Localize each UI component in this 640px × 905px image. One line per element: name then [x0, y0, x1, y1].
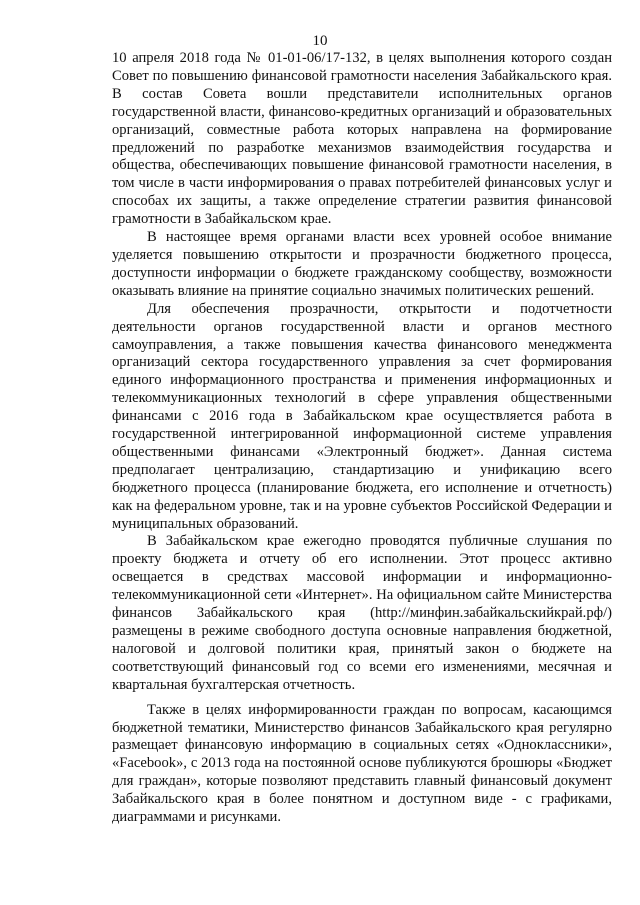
body-text	[112, 50, 612, 827]
paragraph-social-networks: Также в целях информированности граждан по вопросам, касающимся бюджетной тематики, Министерство финансов Забайкальского края регулярно размещает финансовую информацию в социальных сетях «Одноклассники», «Facebook», с 2013 года на постоянной основе публикуются брошюры «Бюджет для граждан», которые позволяют представить главный финансовый документ Забайкальского края в более понятном и доступном виде - с графиками, диаграммами и рисунками.	[112, 701, 612, 826]
paragraph-public-hearings: В Забайкальском крае ежегодно проводятся публичные слушания по проекту бюджета и отчету об его исполнении. Этот процесс активно освещается в средствах массовой информации и информационно-телекоммуникационной сети «Интернет». На официальном сайте Министерства финансов Забайкальского края (http://минфин.забайкальскийкрай.рф/) размещены в режиме свободного доступа основные направления бюджетной, налоговой и долговой политики края, принятый закон о бюджете на соответствующий финансовый год со всеми его изменениями, месячная и квартальная бухгалтерская отчетность.	[112, 533, 612, 693]
page-number: 10	[312, 33, 328, 49]
paragraph-electronic-budget: Для обеспечения прозрачности, открытости и подотчетности деятельности органов государственной власти и органов местного самоуправления, а также повышения качества финансового менеджмента организаций сектора государственного управления за счет формирования единого информационного пространства и применения информационных и телекоммуникационных технологий в сфере управления общественными финансами с 2016 года в Забайкальском крае осуществляется работа в государственной интегрированной информационной системе управления общественными финансами «Электронный бюджет». Данная система предполагает централизацию, стандартизацию и унификацию всего бюджетного процесса (планирование бюджета, его исполнение и отчетность) как на федеральном уровне, так и на уровне субъектов Российской Федерации и муниципальных образований.	[112, 300, 612, 532]
paragraph-council: 10 апреля 2018 года № 01-01-06/17-132, в целях выполнения которого создан Совет по повышению финансовой грамотности населения Забайкальского края. В состав Совета вошли представители исполнительных органов государственной власти, финансово-кредитных организаций и образовательных организаций, совместные работа которых направлена на формирование предложений по разработке механизмов взаимодействия государства и общества, обеспечивающих повышение финансовой грамотности населения, в том числе в части информирования о правах потребителей финансовых услуг и способах их защиты, а также определение стратегии развития финансовой грамотности в Забайкальском крае.	[112, 50, 612, 228]
paragraph-transparency-attention: В настоящее время органами власти всех уровней особое внимание уделяется повышению открытости и прозрачности бюджетного процесса, доступности информации о бюджете гражданскому сообществу, возможности оказывать влияние на принятие социально значимых политических решений.	[112, 229, 612, 299]
